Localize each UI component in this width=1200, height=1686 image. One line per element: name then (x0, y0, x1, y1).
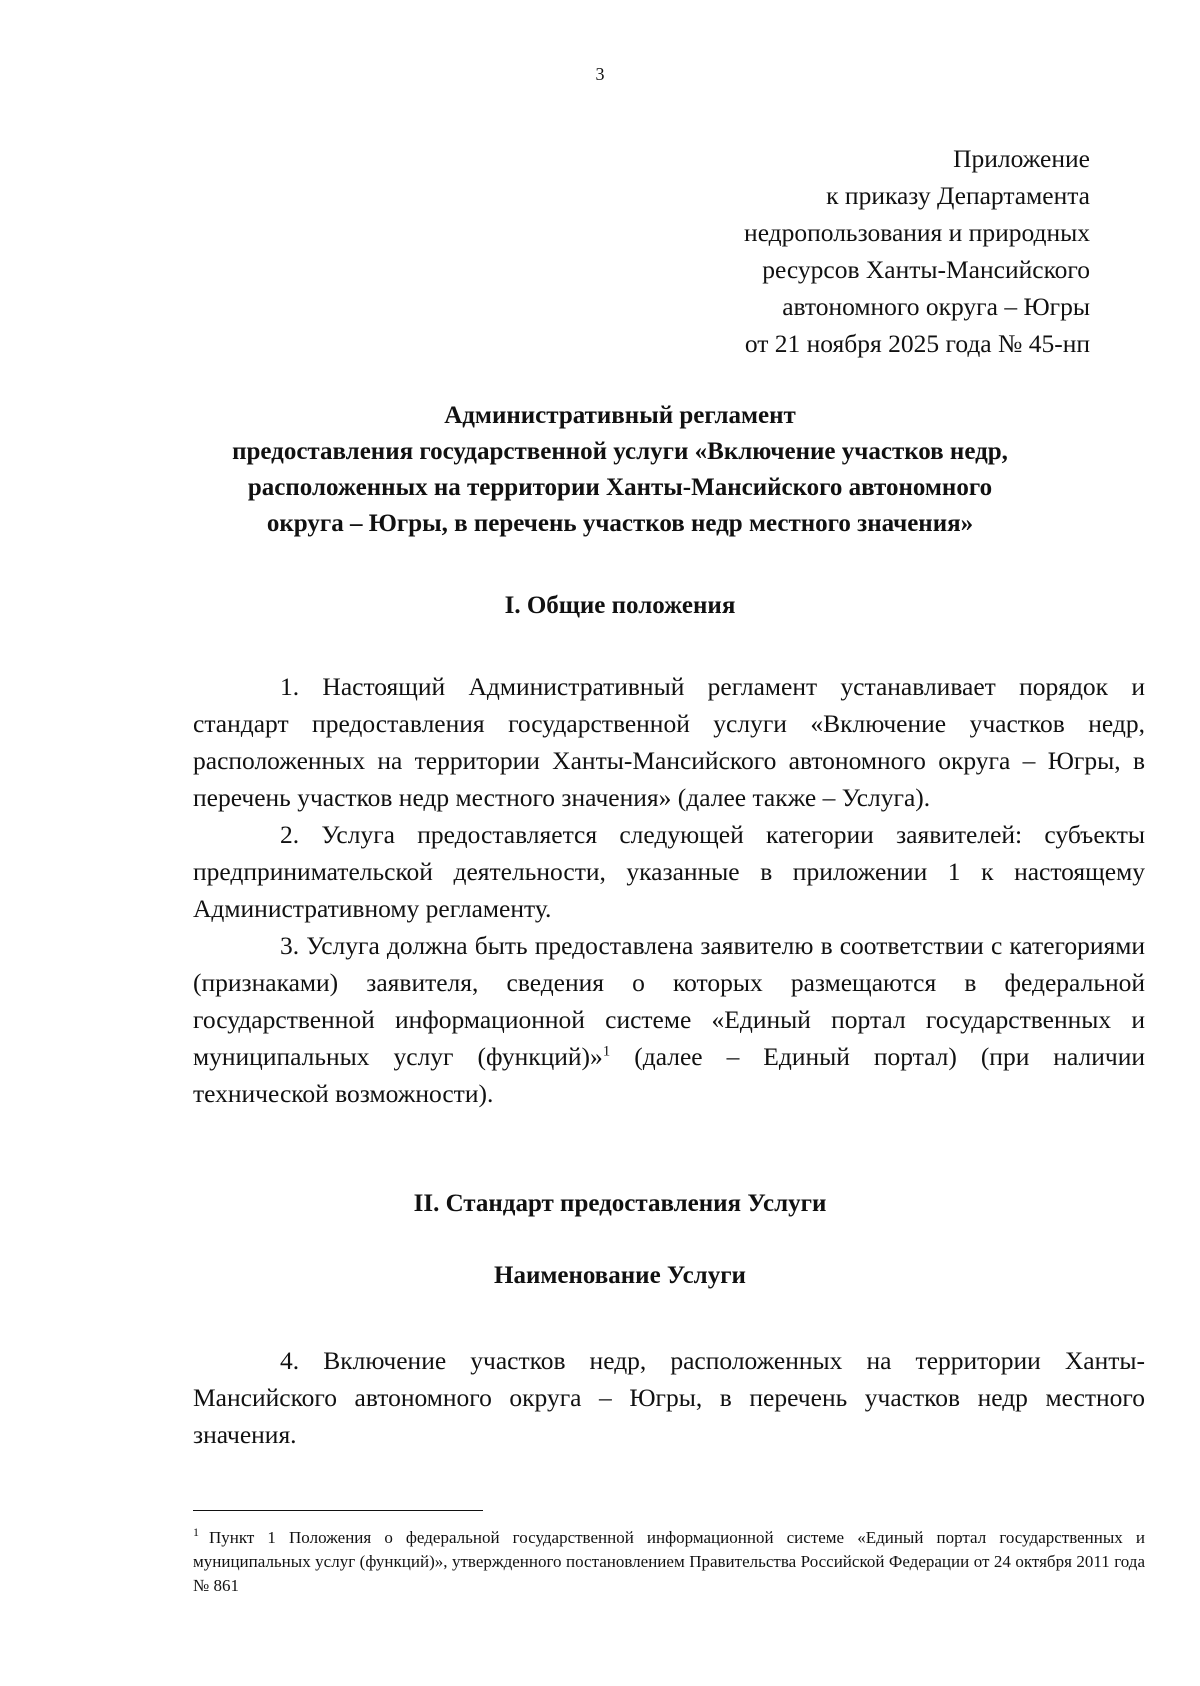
appendix-line: Приложение (953, 144, 1090, 173)
footnote (193, 1526, 1145, 1598)
subsection-heading-service-name: Наименование Услуги (494, 1262, 746, 1289)
paragraph-4: 4. Включение участков недр, расположенных на территории Ханты-Мансийского автономного округа – Югры, в перечень участков недр местного значения. (193, 1346, 1145, 1449)
paragraph-1: 1. Настоящий Административный регламент устанавливает порядок и стандарт предоставления государственной услуги «Включение участков недр, расположенных на территории Ханты-Мансийского автономного округа – Югры, в перечень участков недр местного значения» (далее также – Услуга). (193, 672, 1145, 812)
appendix-reference (570, 140, 1090, 362)
footnote-divider (193, 1510, 483, 1511)
appendix-line: к приказу Департамента (826, 181, 1090, 210)
title-line: Административный регламент (444, 402, 796, 429)
appendix-line: автономного округа – Югры (782, 292, 1090, 321)
appendix-line: недропользования и природных (744, 218, 1090, 247)
document-title (140, 398, 1100, 542)
paragraph-3-text-end: (далее – Единый портал) (при наличии технической возможности). (193, 1042, 1145, 1108)
title-line: расположенных на территории Ханты-Мансийского автономного (247, 474, 993, 501)
section-heading-general: I. Общие положения (504, 592, 736, 619)
section-general-body (193, 668, 1145, 1112)
section-heading-standard: II. Стандарт предоставления Услуги (413, 1190, 827, 1217)
footnote-text: Пункт 1 Положения о федеральной государственной информационной системе «Единый портал государственных и муниципальных услуг (функций)», утвержденного постановлением Правительства Российской Федерации от 24 октября 2011 года № 861 (193, 1528, 1145, 1595)
appendix-line: от 21 ноября 2025 года № 45-нп (744, 329, 1090, 358)
footnote-mark: 1 (193, 1525, 199, 1540)
paragraph-2: 2. Услуга предоставляется следующей категории заявителей: субъекты предпринимательской деятельности, указанные в приложении 1 к настоящему Административному регламенту. (193, 820, 1145, 923)
paragraph-3 (193, 927, 1145, 1112)
appendix-line: ресурсов Ханты-Мансийского (762, 255, 1090, 284)
page-number: 3 (595, 64, 605, 84)
title-line: предоставления государственной услуги «Включение участков недр, (232, 438, 1008, 465)
section-standard-body (193, 1342, 1145, 1453)
paragraph-3-text: 3. Услуга должна быть предоставлена заявителю в соответствии с категориями (признаками) заявителя, сведения о которых размещаются в федеральной государственной информационной системе «Единый портал государственных и муниципальных услуг (функций)» (193, 931, 1145, 1071)
footnote-reference: 1 (602, 1043, 611, 1060)
title-line: округа – Югры, в перечень участков недр местного значения» (266, 510, 974, 537)
